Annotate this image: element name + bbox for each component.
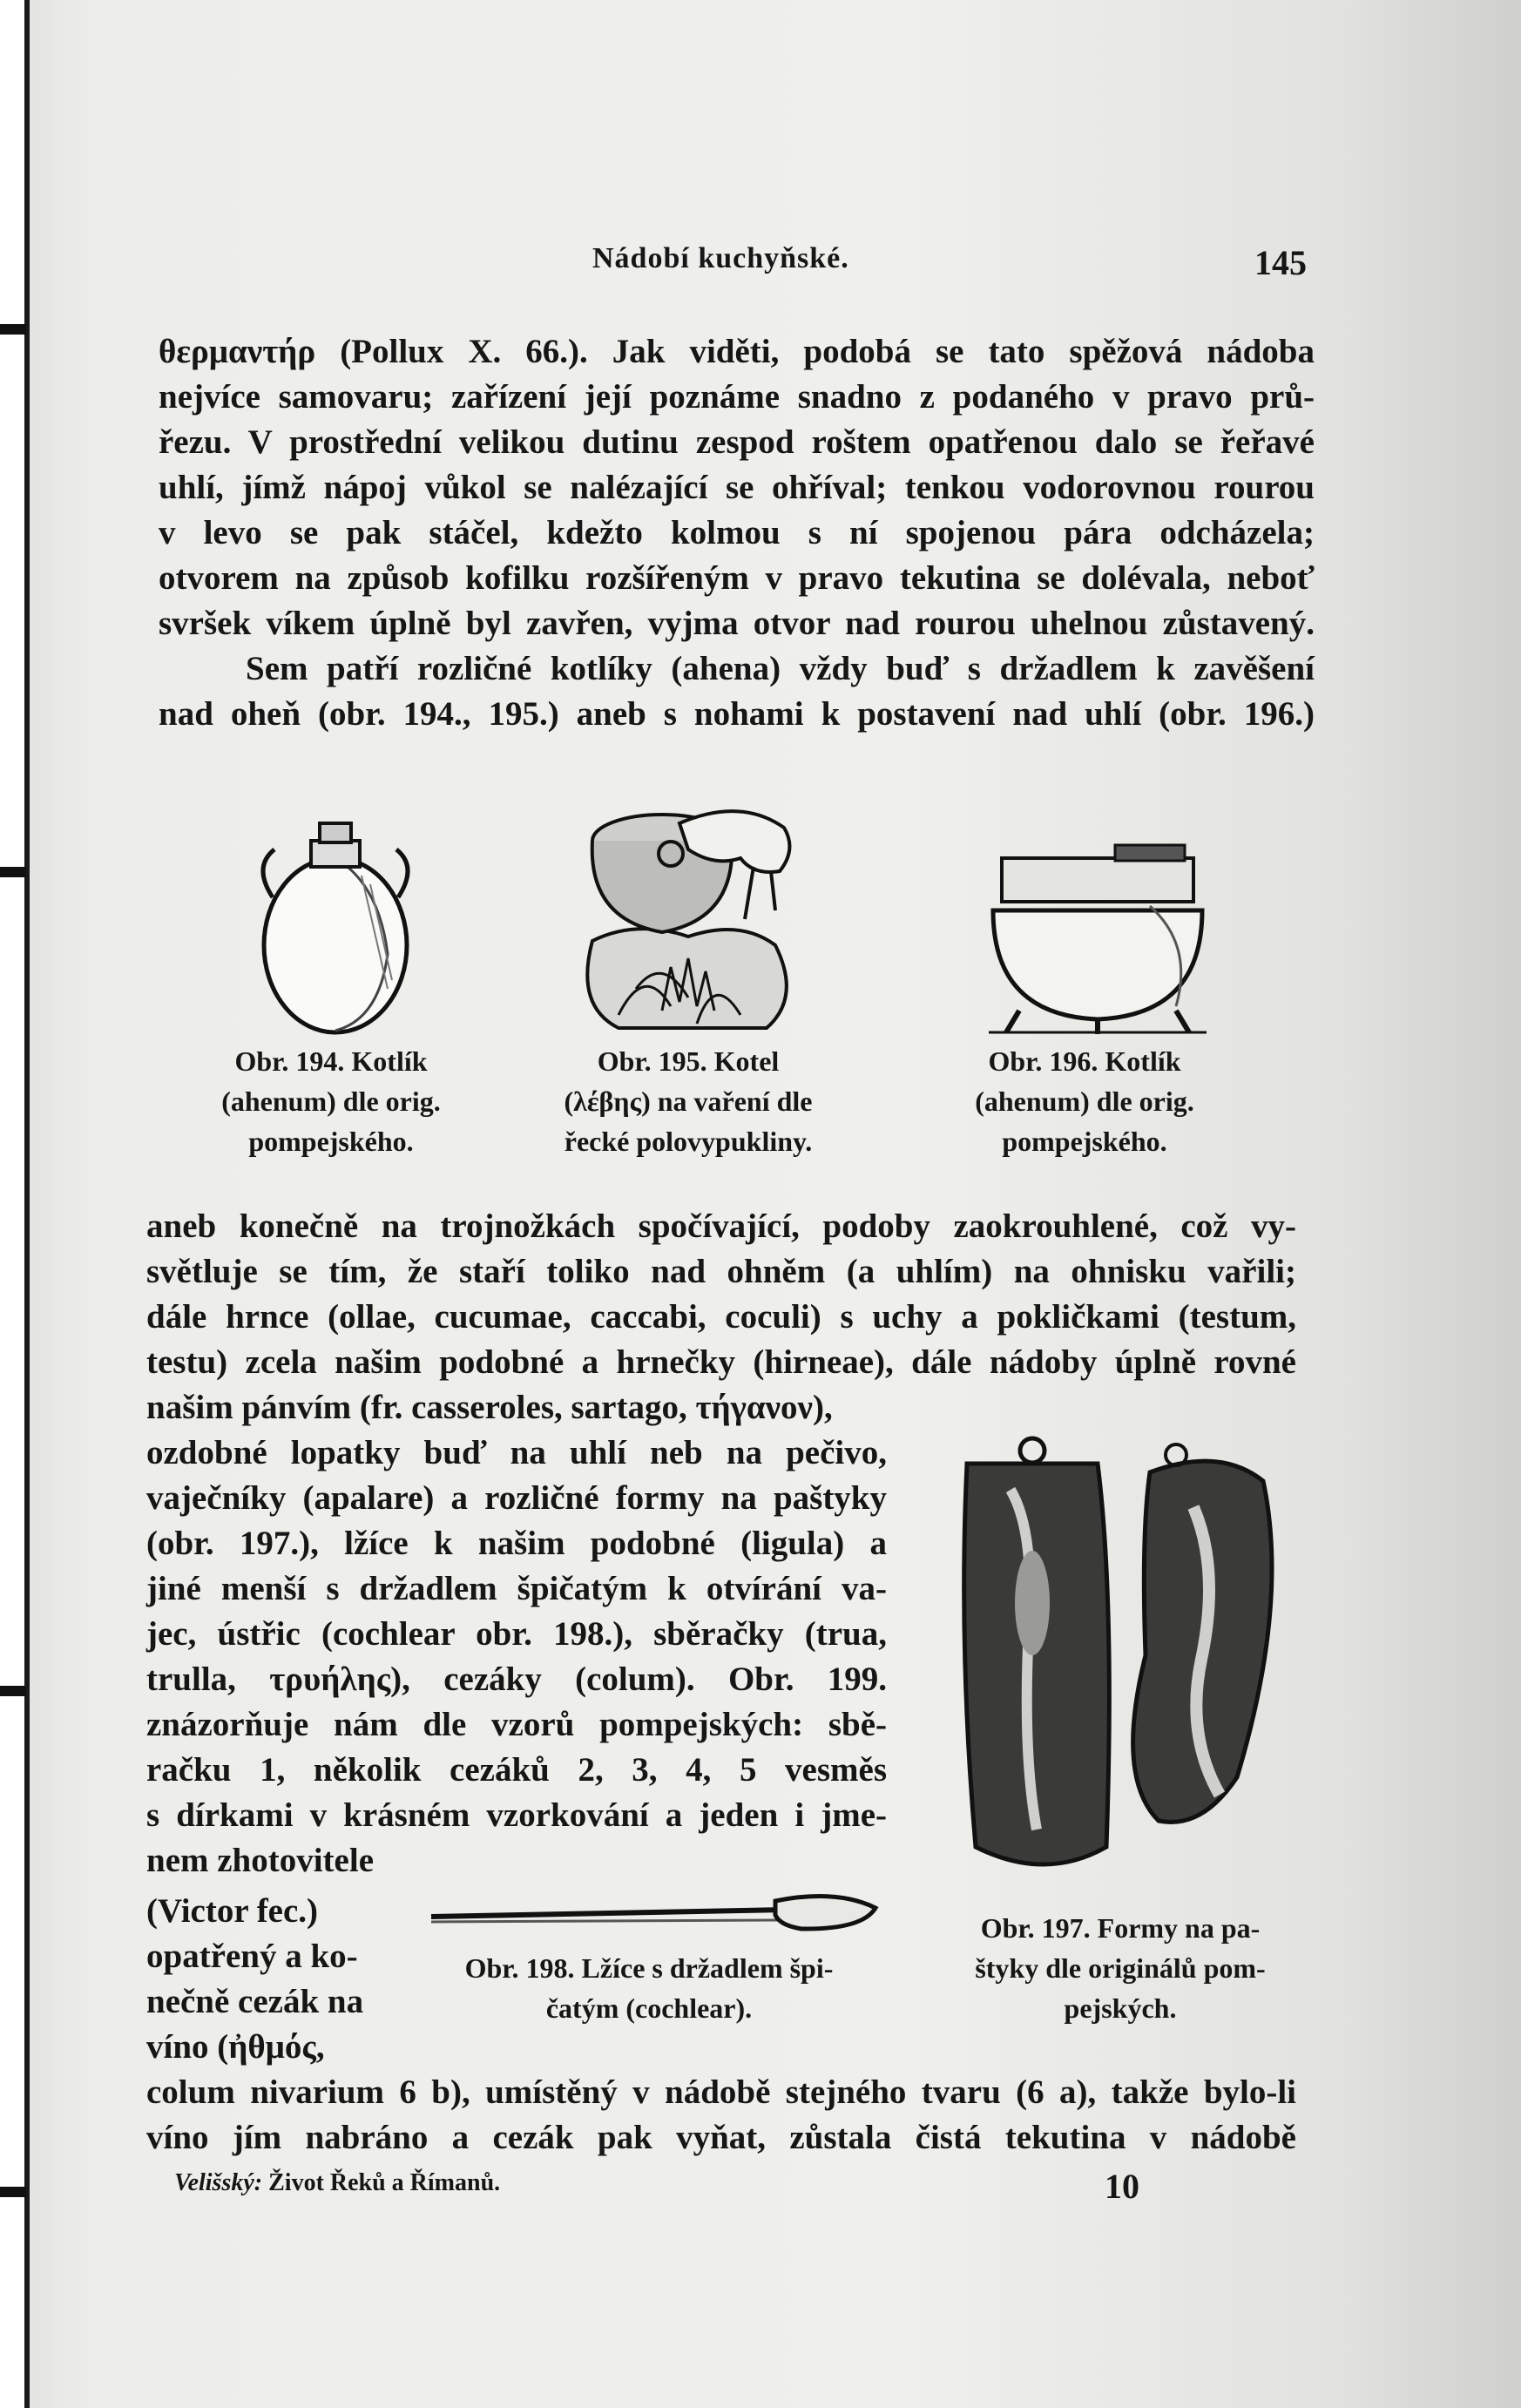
text-line: Sem patří rozličné kotlíky (ahena) vždy buď s držadlem k zavěšení — [246, 650, 1315, 687]
text-line: našim pánvím (fr. casseroles, sartago, τήγανον), — [146, 1389, 833, 1426]
text-line: víno (ἠθμός, — [146, 2028, 325, 2066]
caption-line: Obr. 195. Kotel — [597, 1045, 780, 1077]
text-line: θερμαντήρ (Pollux X. 66.). Jak viděti, podobá se tato spěžová nádoba — [159, 333, 1315, 370]
text-line: uhlí, jímž nápoj vůkol se nalézající se ohříval; tenkou vodorovnou rourou — [159, 469, 1315, 506]
footer-book-title: Život Řeků a Římanů. — [268, 2169, 501, 2196]
text-line: dále hrnce (ollae, cucumae, caccabi, coculi) s uchy a pokličkami (testum, — [146, 1298, 1296, 1336]
text-line: otvorem na způsob kofilku rozšířeným v pravo tekutina se dolévala, neboť — [159, 559, 1315, 597]
text-line: světluje se tím, že staří toliko nad ohněm (a uhlím) na ohnisku vařili; — [146, 1253, 1296, 1290]
text-line: víno jím nabráno a cezák pak vyňat, zůstala čistá tekutina v nádobě — [146, 2119, 1296, 2156]
paragraph-3-narrow — [146, 1385, 887, 1884]
text-line: vaječníky (apalare) a rozličné formy na paštyky — [146, 1479, 887, 1517]
text-line: znázorňuje nám dle vzorů pompejských: sbě- — [146, 1706, 887, 1743]
text-line: jiné menší s držadlem špičatým k otvírání va- — [146, 1570, 887, 1607]
figure-196-caption — [928, 1041, 1241, 1161]
binding-mark — [0, 324, 26, 335]
signature-mark: 10 — [1105, 2167, 1139, 2206]
text-line: jec, ústřic (cochlear obr. 198.), sběračky (trua, — [146, 1615, 887, 1653]
caption-line: pompejského. — [1002, 1126, 1167, 1157]
caption-line: pompejského. — [248, 1126, 414, 1157]
text-line: račku 1, několik cezáků 2, 3, 4, 5 vesměs — [146, 1751, 887, 1789]
caption-line: čatým (cochlear). — [545, 1992, 753, 2024]
figure-194-kettle — [248, 815, 422, 1037]
text-line: aneb konečně na trojnožkách spočívající, podoby zaokrouhlené, což vy- — [146, 1207, 1296, 1245]
caption-line: Obr. 197. Formy na pa- — [980, 1912, 1261, 1944]
caption-line: (ahenum) dle orig. — [975, 1086, 1194, 1117]
running-title: Nádobí kuchyňské. — [592, 242, 849, 274]
text-line: nad oheň (obr. 194., 195.) aneb s nohami k postavení nad uhlí (obr. 196.) — [159, 695, 1315, 733]
figure-196-tripod-kettle — [976, 841, 1220, 1037]
text-line: trulla, τρυήλης), cezáky (colum). Obr. 199. — [146, 1661, 887, 1698]
paragraph-3 — [146, 1204, 1296, 1385]
page-number: 145 — [1254, 243, 1307, 282]
binding-edge — [0, 0, 30, 2408]
text-line: v levo se pak stáčel, kdežto kolmou s ní spojenou pára odcházela; — [159, 514, 1315, 551]
text-line: colum nivarium 6 b), umístěný v nádobě stejného tvaru (6 a), takže bylo-li — [146, 2073, 1296, 2111]
binding-mark — [0, 2187, 26, 2197]
text-line: ozdobné lopatky buď na uhlí neb na pečivo, — [146, 1434, 887, 1471]
figure-194-caption — [174, 1041, 488, 1161]
text-line: nejvíce samovaru; zařízení její poznáme snadno z podaného v pravo prů- — [159, 378, 1315, 416]
text-line: (obr. 197.), lžíce k našim podobné (ligula) a — [146, 1525, 887, 1562]
caption-line: Obr. 194. Kotlík — [234, 1045, 428, 1077]
binding-mark — [0, 867, 26, 877]
caption-line: štyky dle originálů pom- — [975, 1952, 1266, 1984]
binding-mark — [0, 1686, 26, 1696]
figure-197-caption — [920, 1908, 1321, 2028]
text-line: nečně cezák na — [146, 1983, 364, 2020]
text-line: řezu. V prostřední velikou dutinu zespod roštem opatřenou dalo se řeřavé — [159, 423, 1315, 461]
figure-195-caption — [531, 1041, 845, 1161]
paragraph-2 — [159, 646, 1315, 737]
caption-line: (λέβης) na vaření dle — [564, 1086, 813, 1117]
caption-line: Obr. 196. Kotlík — [988, 1045, 1181, 1077]
paragraph-1 — [159, 329, 1315, 646]
caption-line: řecké polovypukliny. — [564, 1126, 813, 1157]
figure-195-cauldron — [566, 788, 810, 1037]
text-line: s dírkami v krásném vzorkování a jeden i jme- — [146, 1796, 887, 1834]
caption-line: pejských. — [1064, 1992, 1177, 2024]
text-line: svršek víkem úplně byl zavřen, vyjma otvor nad rourou uhelnou zůstavený. — [159, 605, 1315, 642]
text-line: (Victor fec.) — [146, 1892, 319, 1930]
paragraph-3-left — [146, 1889, 390, 2070]
footer-author: Velišský: — [174, 2169, 263, 2196]
paragraph-3-end — [146, 2070, 1296, 2161]
figure-198-spoon — [427, 1891, 880, 1943]
text-line: nem zhotovitele — [146, 1842, 375, 1879]
text-line: opatřený a ko- — [146, 1938, 358, 1975]
caption-line: Obr. 198. Lžíce s držadlem špi- — [464, 1952, 834, 1984]
text-line: testu) zcela našim podobné a hrnečky (hirneae), dále nádoby úplně rovné — [146, 1343, 1296, 1381]
footer-imprint — [174, 2169, 500, 2197]
figure-198-caption — [409, 1948, 889, 2028]
figure-197-pastry-molds — [941, 1429, 1307, 1895]
caption-line: (ahenum) dle orig. — [221, 1086, 441, 1117]
